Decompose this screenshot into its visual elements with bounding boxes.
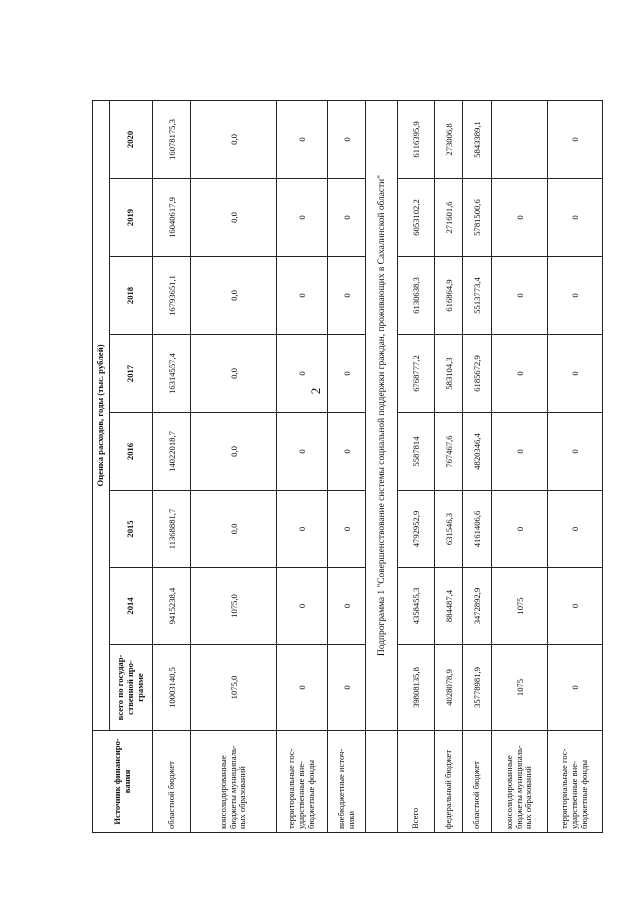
- cell-total: 1075: [492, 645, 548, 731]
- blank-cell: [366, 731, 398, 833]
- cell-total: 0: [328, 645, 366, 731]
- cell-value: 0: [492, 335, 548, 413]
- row-label: консолидированные бюджеты муниципаль-ных образований: [492, 731, 548, 833]
- cell-value: 0: [277, 413, 328, 491]
- cell-total: 4028078,9: [435, 645, 463, 731]
- row-label: консолидированные бюджеты муниципаль-ных образований: [191, 731, 277, 833]
- cell-value: 1075: [492, 568, 548, 645]
- table-row: [463, 100, 492, 832]
- cell-value: 4358455,3: [398, 568, 435, 645]
- header-year: 2019: [110, 179, 153, 257]
- cell-value: 6130638,3: [398, 257, 435, 335]
- cell-value: 4792952,9: [398, 491, 435, 568]
- cell-value: 0: [328, 100, 366, 178]
- cell-value: 0,0: [191, 491, 277, 568]
- row-label: областной бюджет: [463, 731, 492, 833]
- table-row: [548, 100, 603, 832]
- cell-value: 0,0: [191, 335, 277, 413]
- row-label: федеральный бюджет: [435, 731, 463, 833]
- cell-value: 5843389,1: [463, 100, 492, 178]
- cell-value: 0: [548, 100, 603, 178]
- table-row: [191, 100, 277, 832]
- cell-value: 9415238,4: [153, 568, 191, 645]
- cell-total: 39808135,8: [398, 645, 435, 731]
- cell-value: 271601,6: [435, 179, 463, 257]
- cell-value: 3472892,9: [463, 568, 492, 645]
- table-row: [435, 100, 463, 832]
- cell-value: 0: [492, 491, 548, 568]
- cell-value: 14022018,7: [153, 413, 191, 491]
- cell-value: 0: [328, 335, 366, 413]
- cell-value: 1075,0: [191, 568, 277, 645]
- page-number: 2: [308, 387, 323, 395]
- header-year: 2020: [110, 100, 153, 178]
- cell-value: 273006,8: [435, 100, 463, 178]
- cell-total: 35778981,9: [463, 645, 492, 731]
- cell-value: 16078175,3: [153, 100, 191, 178]
- cell-value: 0: [328, 491, 366, 568]
- rotated-table-container: [92, 101, 589, 833]
- cell-value: 0: [277, 100, 328, 178]
- cell-value: 6768777,2: [398, 335, 435, 413]
- table-row: [398, 100, 435, 832]
- table-row: [328, 100, 366, 832]
- header-total: всего по государ-ственной про-грамме: [110, 645, 153, 731]
- cell-value: 0: [548, 491, 603, 568]
- cell-value: 4161406,6: [463, 491, 492, 568]
- header-year: 2014: [110, 568, 153, 645]
- row-label: областной бюджет: [153, 731, 191, 833]
- header-source: Источник финансиро-вания: [93, 731, 153, 833]
- cell-value: 0: [548, 335, 603, 413]
- cell-value: 0: [548, 179, 603, 257]
- row-label: Всего: [398, 731, 435, 833]
- cell-value: 16314557,4: [153, 335, 191, 413]
- cell-value: 0,0: [191, 413, 277, 491]
- cell-value: 6053102,2: [398, 179, 435, 257]
- cell-value: 16793651,1: [153, 257, 191, 335]
- cell-value: 884487,4: [435, 568, 463, 645]
- cell-value: 5513773,4: [463, 257, 492, 335]
- header-year: 2018: [110, 257, 153, 335]
- row-label: территориальные гос-ударственные вне-бюджетные фонды: [548, 731, 603, 833]
- cell-value: 6185672,9: [463, 335, 492, 413]
- cell-total: 10003140,5: [153, 645, 191, 731]
- cell-value: 0: [277, 491, 328, 568]
- cell-value: 0: [277, 179, 328, 257]
- cell-value: 0: [548, 568, 603, 645]
- financing-table: [92, 100, 603, 833]
- cell-total: 0: [548, 645, 603, 731]
- header-year: 2015: [110, 491, 153, 568]
- cell-total: 0: [277, 645, 328, 731]
- cell-value: 0: [548, 413, 603, 491]
- cell-value: 16040617,9: [153, 179, 191, 257]
- cell-value: 5587814: [398, 413, 435, 491]
- cell-value: 583104,3: [435, 335, 463, 413]
- table-row: [277, 100, 328, 832]
- header-estimate: Оценка расходов, годы (тыс. рублей): [93, 100, 110, 730]
- cell-value: 631546,3: [435, 491, 463, 568]
- cell-value: 0: [492, 179, 548, 257]
- header-year: 2016: [110, 413, 153, 491]
- row-label: территориальные гос-ударственные вне-бюджетные фонды: [277, 731, 328, 833]
- cell-value: 5781500,6: [463, 179, 492, 257]
- table-row: [153, 100, 191, 832]
- cell-value: 11368881,7: [153, 491, 191, 568]
- cell-value: 0: [492, 257, 548, 335]
- cell-value: 767467,6: [435, 413, 463, 491]
- cell-value: 0: [328, 179, 366, 257]
- cell-value: 0: [328, 568, 366, 645]
- cell-value: 0: [277, 335, 328, 413]
- cell-total: 1075,0: [191, 645, 277, 731]
- cell-value: 0: [328, 413, 366, 491]
- cell-value: 0: [492, 413, 548, 491]
- cell-value: 6116395,9: [398, 100, 435, 178]
- cell-value: 0: [277, 568, 328, 645]
- cell-value: 0,0: [191, 257, 277, 335]
- cell-value: 0: [328, 257, 366, 335]
- table-row: [492, 100, 548, 832]
- cell-value: [492, 100, 548, 178]
- cell-value: 4820346,4: [463, 413, 492, 491]
- cell-value: 0: [548, 257, 603, 335]
- cell-value: 616864,9: [435, 257, 463, 335]
- cell-value: 0,0: [191, 179, 277, 257]
- cell-value: 0,0: [191, 100, 277, 178]
- subprogram-title: Подпрограмма 1 "Совершенствование системы социальной поддержки граждан, проживающих в Сахалинской области": [366, 100, 398, 730]
- header-year: 2017: [110, 335, 153, 413]
- cell-value: 0: [277, 257, 328, 335]
- row-label: внебюджетные источ-ники: [328, 731, 366, 833]
